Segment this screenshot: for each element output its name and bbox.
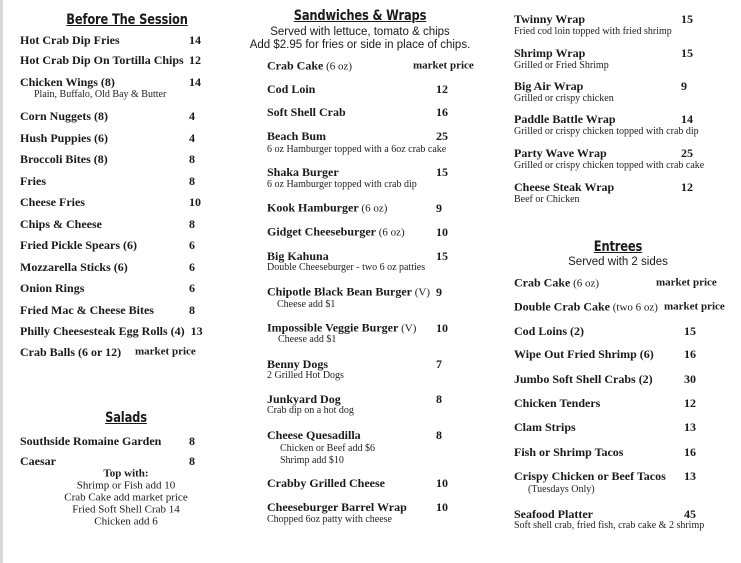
menu-item-name: Benny Dogs <box>267 357 329 371</box>
menu-item-price: 12 <box>189 53 201 67</box>
menu-item-description: Grilled or Fried Shrimp <box>514 60 609 71</box>
menu-item-name: Kook Hamburger (6 oz) <box>267 200 388 215</box>
menu-item-name: Wipe Out Fried Shrimp (6) <box>514 347 654 361</box>
menu-item-name: Fish or Shrimp Tacos <box>514 445 624 459</box>
menu-item-price: 4 <box>189 131 195 145</box>
menu-item-price: market price <box>656 276 717 289</box>
menu-item-name: Southside Romaine Garden <box>20 434 162 448</box>
menu-item-name: Chips & Cheese <box>20 217 103 231</box>
menu-item-price: 8 <box>189 217 195 231</box>
menu-item-name: Cheese Steak Wrap <box>514 180 615 194</box>
menu-item-price: market price <box>413 59 474 72</box>
menu-item-price: 14 <box>189 75 201 89</box>
section-title: Salads <box>105 410 147 426</box>
menu-item-description: Double Cheeseburger - two 6 oz patties <box>267 262 426 273</box>
menu-item-description: Grilled or crispy chicken topped with crab dip <box>514 126 699 137</box>
section-subtitle: Add $2.95 for fries or side in place of chips. <box>249 39 471 51</box>
menu-item-description: Grilled or crispy chicken topped with crab cake <box>514 160 705 171</box>
menu-item-name: Jumbo Soft Shell Crabs (2) <box>514 372 653 386</box>
menu-item-description: Grilled or crispy chicken <box>514 93 614 104</box>
menu-item-price: 10 <box>436 225 448 239</box>
item-note: (two 6 oz) <box>610 301 658 314</box>
menu-item-price: 9 <box>681 79 687 93</box>
menu-item-name: Soft Shell Crab <box>267 105 346 119</box>
menu-item-name: Shrimp Wrap <box>514 46 586 60</box>
menu-item-description: Chopped 6oz patty with cheese <box>267 514 392 525</box>
menu-item-price: 8 <box>189 174 195 188</box>
menu-item-price: 13 <box>190 324 203 338</box>
menu-item-price: 8 <box>436 392 442 406</box>
menu-item-price: 6 <box>189 260 195 274</box>
section-title: Entrees <box>593 239 643 255</box>
menu-item-name: Cheese Quesadilla <box>267 428 361 442</box>
menu-item-name: Impossible Veggie Burger (V) <box>267 320 417 335</box>
menu-item-name: Onion Rings <box>20 281 85 295</box>
menu-item-name: Fried Mac & Cheese Bites <box>20 303 154 317</box>
topping-option: Chicken add 6 <box>94 515 158 528</box>
menu-item-name: Shaka Burger <box>267 165 339 179</box>
menu-item-price: 9 <box>436 285 442 299</box>
menu-item-description: Beef or Chicken <box>514 194 580 205</box>
menu-item-name: Hot Crab Dip On Tortilla Chips <box>20 53 184 67</box>
menu-item-price: 15 <box>684 324 696 338</box>
menu-item-name: Big Kahuna <box>267 249 329 263</box>
menu-item-price: 25 <box>436 129 448 143</box>
menu-item-price: 45 <box>684 507 696 521</box>
menu-item-name: Hot Crab Dip Fries <box>20 33 120 47</box>
menu-item-price: 8 <box>189 454 195 468</box>
menu-item-price: 16 <box>684 445 696 459</box>
menu-item-name: Clam Strips <box>514 420 576 434</box>
section-subtitle: Served with 2 sides <box>568 256 668 268</box>
menu-item-price: 15 <box>436 165 448 179</box>
menu-item-price: 13 <box>684 420 696 434</box>
menu-item-price: 7 <box>436 357 442 371</box>
menu-item-name: Fries <box>20 174 46 188</box>
menu-item-name: Hush Puppies (6) <box>20 131 109 145</box>
menu-item-description: Chicken or Beef add $6 <box>280 443 375 454</box>
menu-item-name: Crab Cake (6 oz) <box>267 58 353 73</box>
page-edge <box>0 0 3 563</box>
menu-item-price: 6 <box>189 281 195 295</box>
menu-item-name: Crabby Grilled Cheese <box>267 476 385 490</box>
menu-item-description: (Tuesdays Only) <box>528 484 595 495</box>
menu-item-name: Junkyard Dog <box>267 392 341 406</box>
menu-item-name: Corn Nuggets (8) <box>20 109 108 123</box>
menu-item-name: Chipotle Black Bean Burger (V) <box>267 284 431 299</box>
menu-item-price: 10 <box>436 500 448 514</box>
menu-item-price: 12 <box>436 82 448 96</box>
menu-item-price: 15 <box>681 46 693 60</box>
menu-item-price: 8 <box>189 434 195 448</box>
menu-item-name: Crab Cake (6 oz) <box>514 275 600 290</box>
menu-item-description: 6 oz Hamburger topped with crab dip <box>267 179 417 190</box>
menu-item-price: 30 <box>684 372 696 386</box>
menu-item-name: Broccoli Bites (8) <box>20 152 108 166</box>
menu-item-description: Fried cod loin topped with fried shrimp <box>514 26 672 37</box>
menu-item-price: 10 <box>436 476 448 490</box>
menu-item-name: Philly Cheesesteak Egg Rolls (4) <box>20 324 185 338</box>
menu-item-name: Seafood Platter <box>514 507 593 521</box>
menu-item-price: 12 <box>684 396 696 410</box>
menu-item-description: Shrimp add $10 <box>280 455 344 466</box>
item-note: (V) <box>412 286 431 299</box>
menu-item-name: Cod Loins (2) <box>514 324 585 338</box>
menu-item-name: Crispy Chicken or Beef Tacos <box>514 469 666 483</box>
topping-option: Shrimp or Fish add 10 <box>76 479 176 492</box>
menu-item-name: Gidget Cheeseburger (6 oz) <box>267 224 405 239</box>
menu-item-price: 12 <box>681 180 693 194</box>
menu-item-name: Cod Loin <box>267 82 316 96</box>
section-subtitle: Served with lettuce, tomato & chips <box>270 26 450 38</box>
menu-item-price: 6 <box>189 238 195 252</box>
menu-item-price: 14 <box>189 33 201 47</box>
menu-item-price: market price <box>135 345 196 358</box>
menu-item-name: Twinny Wrap <box>514 12 586 26</box>
menu-item-description: Cheese add $1 <box>278 334 337 345</box>
menu-item-name: Double Crab Cake (two 6 oz) <box>514 299 658 314</box>
topping-option: Fried Soft Shell Crab 14 <box>72 503 180 516</box>
menu-item-name: Chicken Tenders <box>514 396 601 410</box>
item-note: (6 oz) <box>570 277 600 290</box>
topping-option: Crab Cake add market price <box>64 491 188 504</box>
item-note: (6 oz) <box>323 60 353 73</box>
section-title: Before The Session <box>66 12 188 28</box>
menu-item-price: 16 <box>684 347 696 361</box>
menu-item-name: Party Wave Wrap <box>514 146 607 160</box>
menu-item-price: 10 <box>436 321 448 335</box>
menu-item-price: 14 <box>681 112 693 126</box>
menu-item-price: 15 <box>436 249 448 263</box>
menu-item-price: 16 <box>436 105 448 119</box>
menu-item-name: Crab Balls (6 or 12) <box>20 345 122 359</box>
menu-item-description: 6 oz Hamburger topped with a 6oz crab cake <box>267 144 447 155</box>
menu-item-price: 8 <box>189 152 195 166</box>
menu-item-price: market price <box>663 300 725 313</box>
menu-item-price: 8 <box>436 428 442 442</box>
menu-item-price: 15 <box>681 12 693 26</box>
menu-item-price: 25 <box>681 146 693 160</box>
menu-item-name: Fried Pickle Spears (6) <box>20 238 137 252</box>
menu-item-name: Paddle Battle Wrap <box>514 112 616 126</box>
menu-item-description: Crab dip on a hot dog <box>267 405 354 416</box>
menu-item-price: 9 <box>436 201 442 215</box>
menu-item-name: Cheese Fries <box>20 195 85 209</box>
menu-item-price: 10 <box>189 195 201 209</box>
menu-item-description: Soft shell crab, fried fish, crab cake & 2 shrimp <box>514 520 705 531</box>
toppings-heading: Top with: <box>103 467 149 480</box>
item-note: (V) <box>398 322 417 335</box>
menu-item-name: Beach Bum <box>267 129 327 143</box>
menu-item-name: Cheeseburger Barrel Wrap <box>267 500 407 514</box>
menu-item-price: 4 <box>189 109 195 123</box>
section-title: Sandwiches & Wraps <box>293 8 427 24</box>
menu-item-name: Big Air Wrap <box>514 79 584 93</box>
menu-item-description: Plain, Buffalo, Old Bay & Butter <box>34 89 167 100</box>
menu-item-price: 8 <box>189 303 195 317</box>
menu-item-description: 2 Grilled Hot Dogs <box>267 370 344 381</box>
menu-item-price: 13 <box>684 469 696 483</box>
menu-item-name: Caesar <box>20 454 56 468</box>
menu-item-description: Cheese add $1 <box>277 299 336 310</box>
menu-item-name: Chicken Wings (8) <box>20 75 115 89</box>
menu-item-name: Mozzarella Sticks (6) <box>20 260 128 274</box>
item-note: (6 oz) <box>358 202 388 215</box>
item-note: (6 oz) <box>375 226 405 239</box>
